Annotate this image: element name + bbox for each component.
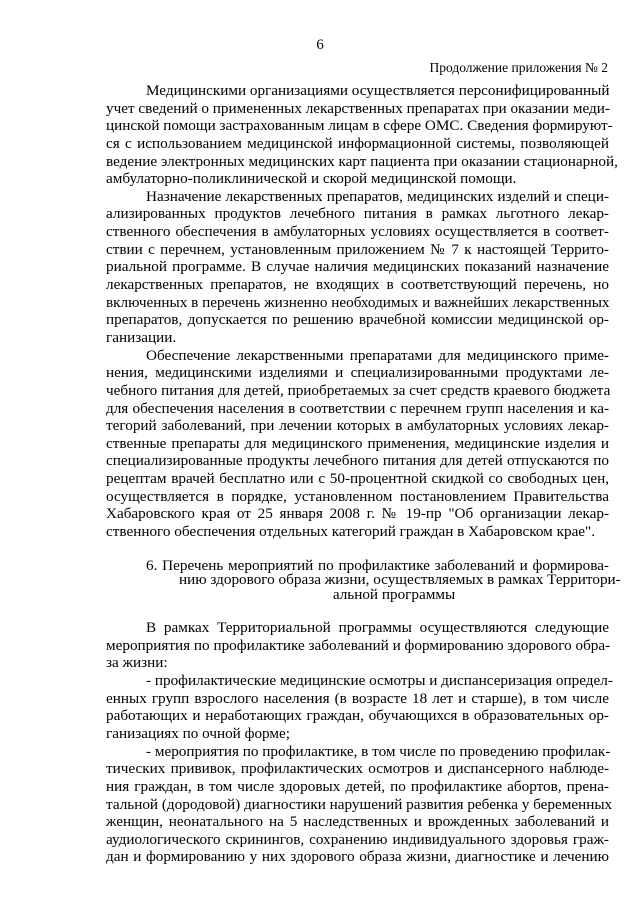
text-line: включенных в перечень жизненно необходимых и важнейших лекарственных (106, 293, 610, 311)
heading-line: нию здорового образа жизни, осуществляемых в рамках Территори- (179, 571, 621, 589)
text-line: женщин, неонатального на 5 наследственных и врожденных заболеваний и (106, 813, 609, 831)
paragraph (106, 82, 618, 188)
text-line: Хабаровского края от 25 января 2008 г. № 19-пр "Об организации лекар- (106, 505, 609, 523)
text-line: ствии с перечнем, установленным приложением № 7 к настоящей Террито- (106, 240, 609, 258)
text-line: лекарственных препаратов, не входящих в соответствующий перечень, но (106, 276, 609, 294)
paragraph (106, 347, 609, 541)
text-line: ализированных продуктов лечебного питания в рамках льготного лекар- (106, 205, 609, 223)
heading-line: альной программы (332, 585, 456, 603)
list-item (106, 742, 613, 866)
heading-line: 6. Перечень мероприятий по профилактике заболеваний и формирова- (146, 556, 609, 574)
text-line: осуществляется в порядке, установленном постановлением Правительства (106, 487, 609, 505)
section-heading (106, 556, 621, 603)
text-line: Медицинскими организациями осуществляется персонифицированный (146, 82, 610, 99)
text-line: Обеспечение лекарственными препаратами для медицинского приме- (146, 346, 609, 364)
text-line: ганизации. (106, 328, 177, 346)
paragraph (106, 619, 609, 672)
text-line: мероприятия по профилактике заболеваний и формированию здорового обра- (106, 636, 611, 654)
text-line: специализированные продукты лечебного питания для детей отпускаются по (106, 452, 609, 470)
text-line: В рамках Территориальной программы осуществляются следующие (146, 619, 609, 637)
text-line: амбулаторно-поликлинической и скорой медицинской помощи. (106, 170, 517, 188)
text-line: ся с использованием медицинской информационной системы, позволяющей (106, 134, 609, 152)
text-line: ния граждан, в том числе здоровых детей, по профилактике абортов, прена- (106, 777, 609, 795)
text-line: риальной программе. В случае наличия медицинских показаний назначение (106, 258, 609, 276)
text-line: - мероприятия по профилактике, в том числе по проведению профилак- (146, 742, 611, 760)
list-item (106, 672, 613, 743)
text-line: ганизациях по очной форме; (106, 725, 290, 742)
text-line: работающих и неработающих граждан, обучающихся в образовательных ор- (106, 707, 609, 725)
continuation-note: Продолжение приложения № 2 (429, 60, 608, 75)
spacer (106, 602, 609, 619)
text-line: ственного обеспечения отдельных категорий граждан в Хабаровском крае". (106, 523, 596, 541)
text-line: тических прививок, профилактических осмотров и диспансерного наблюде- (106, 760, 609, 778)
text-line: нения, медицинскими изделиями и специализированными продуктами ле- (106, 364, 609, 382)
text-line: препаратов, допускается по решению врачебной комиссии медицинской ор- (106, 311, 609, 329)
text-line: ственного обеспечения в амбулаторных условиях осуществляется в соответ- (106, 223, 609, 241)
page-number: 6 (316, 36, 324, 53)
document-body (106, 82, 621, 866)
text-line: аудиологического скринингов, сохранению индивидуального здоровья граж- (106, 830, 609, 848)
text-line: - профилактические медицинские осмотры и диспансеризация определ- (146, 672, 613, 690)
text-line: ведение электронных медицинских карт пациента при оказании стационарной, (106, 152, 618, 170)
text-line: тегорий заболеваний, при лечении которых в амбулаторных условиях лекар- (106, 417, 609, 435)
text-line: тальной (дородовой) диагностики нарушений развития ребенка у беременных (106, 795, 613, 813)
text-line: Назначение лекарственных препаратов, медицинских изделий и специ- (146, 187, 609, 205)
paragraph (106, 188, 609, 347)
spacer (106, 541, 609, 559)
text-line: цинской помощи застрахованным лицам в сфере ОМС. Сведения формируют- (106, 117, 613, 135)
text-line: рецептам врачей бесплатно или с 50-процентной скидкой со свободных цен, (106, 470, 609, 488)
text-line: ственные препараты для медицинского применения, медицинские изделия и (106, 434, 609, 452)
text-line: учет сведений о примененных лекарственных препаратах при оказании меди- (106, 99, 610, 117)
text-line: за жизни: (106, 654, 168, 672)
text-line: чебного питания для детей, приобретаемых за счет средств краевого бюджета (106, 381, 611, 399)
text-line: для обеспечения населения в соответствии с перечнем групп населения и ка- (106, 399, 609, 417)
text-line: дан и формированию у них здорового образа жизни, диагностике и лечению (106, 848, 609, 866)
text-line: енных групп взрослого населения (в возрасте 18 лет и старше), в том числе (106, 689, 609, 707)
